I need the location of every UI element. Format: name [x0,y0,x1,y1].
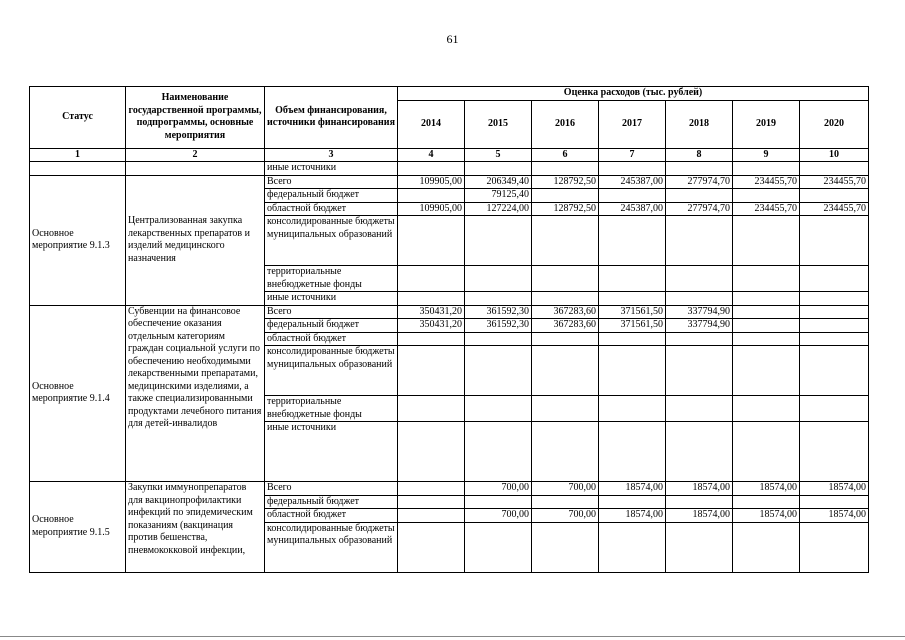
value-cell: 371561,50 [599,319,666,333]
value-cell: 277974,70 [666,175,733,189]
value-cell [733,346,800,396]
value-cell [532,216,599,266]
funding-source: федеральный бюджет [265,495,398,509]
value-cell [800,396,869,422]
value-cell [599,162,666,176]
table-row [30,175,869,189]
header-year: 2015 [465,100,532,148]
value-cell: 337794,90 [666,305,733,319]
empty-cell [126,162,265,176]
header-program: Наименование государственной программы, подпрограммы, основные мероприятия [126,87,265,149]
value-cell [398,422,465,482]
value-cell [532,292,599,306]
value-cell: 234455,70 [733,175,800,189]
value-cell [599,292,666,306]
funding-source: консолидированные бюджеты муниципальных образований [265,216,398,266]
value-cell [666,266,733,292]
header-year: 2019 [733,100,800,148]
value-cell [398,509,465,523]
value-cell [599,332,666,346]
value-cell [666,162,733,176]
value-cell [532,346,599,396]
value-cell [599,522,666,572]
value-cell [666,422,733,482]
funding-source: федеральный бюджет [265,319,398,333]
value-cell: 277974,70 [666,202,733,216]
value-cell [733,292,800,306]
value-cell [666,495,733,509]
header-year: 2020 [800,100,869,148]
value-cell: 245387,00 [599,202,666,216]
value-cell [465,292,532,306]
value-cell [532,189,599,203]
value-cell [800,189,869,203]
table-row [30,305,869,319]
header-year: 2017 [599,100,666,148]
value-cell [800,292,869,306]
page-number: 61 [446,32,459,46]
column-number: 7 [599,148,666,162]
header-funding: Объем финансирования, источники финансирования [265,87,398,149]
value-cell [800,422,869,482]
funding-source: иные источники [265,162,398,176]
value-cell [465,495,532,509]
column-number: 6 [532,148,599,162]
value-cell: 337794,90 [666,319,733,333]
value-cell: 234455,70 [800,202,869,216]
funding-source: федеральный бюджет [265,189,398,203]
column-number: 10 [800,148,869,162]
value-cell [666,396,733,422]
value-cell [800,162,869,176]
value-cell: 79125,40 [465,189,532,203]
value-cell [666,332,733,346]
value-cell [398,332,465,346]
program-name-cell: Субвенции на финансовое обеспечение оказания отдельным категориям граждан социальной услуги по обеспечению необходимыми лекарственными препаратами, медицинскими изделиями, а также специализированными продуктами лечебного питания для детей-инвалидов [126,305,265,482]
value-cell [465,422,532,482]
value-cell [733,396,800,422]
value-cell: 367283,60 [532,319,599,333]
value-cell: 18574,00 [599,482,666,496]
value-cell [532,162,599,176]
value-cell [398,482,465,496]
value-cell [666,522,733,572]
value-cell: 350431,20 [398,319,465,333]
value-cell [800,319,869,333]
value-cell [398,189,465,203]
status-cell: Основное мероприятие 9.1.5 [30,482,126,573]
header-year: 2014 [398,100,465,148]
value-cell: 361592,30 [465,305,532,319]
value-cell: 18574,00 [599,509,666,523]
value-cell [599,189,666,203]
value-cell [599,396,666,422]
value-cell: 18574,00 [800,482,869,496]
value-cell: 234455,70 [800,175,869,189]
value-cell [733,162,800,176]
value-cell [666,189,733,203]
value-cell [599,346,666,396]
header-status: Статус [30,87,126,149]
value-cell [800,346,869,396]
header-year: 2016 [532,100,599,148]
value-cell [398,162,465,176]
value-cell [666,216,733,266]
value-cell [800,522,869,572]
value-cell: 361592,30 [465,319,532,333]
value-cell: 127224,00 [465,202,532,216]
funding-source: областной бюджет [265,332,398,346]
value-cell [532,495,599,509]
value-cell [733,319,800,333]
value-cell: 700,00 [465,482,532,496]
value-cell [733,216,800,266]
funding-source: областной бюджет [265,202,398,216]
header-year: 2018 [666,100,733,148]
value-cell: 18574,00 [800,509,869,523]
value-cell: 128792,50 [532,175,599,189]
value-cell [398,522,465,572]
value-cell [733,266,800,292]
value-cell [733,422,800,482]
value-cell: 367283,60 [532,305,599,319]
value-cell [599,216,666,266]
value-cell [465,522,532,572]
value-cell [666,292,733,306]
column-number: 3 [265,148,398,162]
value-cell [666,346,733,396]
value-cell [733,305,800,319]
column-number: 1 [30,148,126,162]
column-number: 5 [465,148,532,162]
program-name-cell: Централизованная закупка лекарственных препаратов и изделий медицинского назначения [126,175,265,305]
value-cell: 18574,00 [666,482,733,496]
value-cell [733,189,800,203]
value-cell [800,266,869,292]
value-cell [398,266,465,292]
table-row [30,162,869,176]
value-cell: 245387,00 [599,175,666,189]
value-cell [733,332,800,346]
funding-source: областной бюджет [265,509,398,523]
status-cell: Основное мероприятие 9.1.3 [30,175,126,305]
value-cell [599,422,666,482]
value-cell [398,346,465,396]
funding-source: Всего [265,482,398,496]
value-cell [532,332,599,346]
value-cell: 350431,20 [398,305,465,319]
value-cell [465,216,532,266]
column-number: 9 [733,148,800,162]
value-cell [800,495,869,509]
value-cell [465,396,532,422]
value-cell: 18574,00 [733,482,800,496]
funding-source: Всего [265,175,398,189]
value-cell [465,332,532,346]
value-cell [465,162,532,176]
value-cell [532,422,599,482]
column-number: 4 [398,148,465,162]
value-cell: 700,00 [532,482,599,496]
program-name-cell: Закупки иммунопрепаратов для вакцинопрофилактики инфекций по эпидемическим показаниям (вакцинация против бешенства, пневмококковой инфекции, [126,482,265,573]
budget-table [29,86,869,573]
value-cell [800,305,869,319]
value-cell: 700,00 [465,509,532,523]
value-cell [465,266,532,292]
value-cell: 700,00 [532,509,599,523]
value-cell: 109905,00 [398,202,465,216]
status-cell: Основное мероприятие 9.1.4 [30,305,126,482]
funding-source: иные источники [265,292,398,306]
value-cell [599,266,666,292]
value-cell [465,346,532,396]
value-cell: 206349,40 [465,175,532,189]
funding-source: иные источники [265,422,398,482]
funding-source: Всего [265,305,398,319]
table-row [30,482,869,496]
value-cell [800,216,869,266]
value-cell: 18574,00 [733,509,800,523]
page-bottom-rule [0,636,905,638]
column-number: 8 [666,148,733,162]
value-cell [532,522,599,572]
value-cell [398,495,465,509]
value-cell: 128792,50 [532,202,599,216]
value-cell [532,396,599,422]
value-cell [532,266,599,292]
value-cell [800,332,869,346]
funding-source: территориальные внебюджетные фонды [265,266,398,292]
value-cell [733,495,800,509]
value-cell: 18574,00 [666,509,733,523]
funding-source: консолидированные бюджеты муниципальных образований [265,522,398,572]
value-cell: 371561,50 [599,305,666,319]
funding-source: консолидированные бюджеты муниципальных образований [265,346,398,396]
value-cell [398,216,465,266]
empty-cell [30,162,126,176]
value-cell [733,522,800,572]
value-cell [398,396,465,422]
column-number: 2 [126,148,265,162]
value-cell: 109905,00 [398,175,465,189]
funding-source: территориальные внебюджетные фонды [265,396,398,422]
value-cell [398,292,465,306]
value-cell [599,495,666,509]
value-cell: 234455,70 [733,202,800,216]
header-estimate: Оценка расходов (тыс. рублей) [398,87,869,101]
